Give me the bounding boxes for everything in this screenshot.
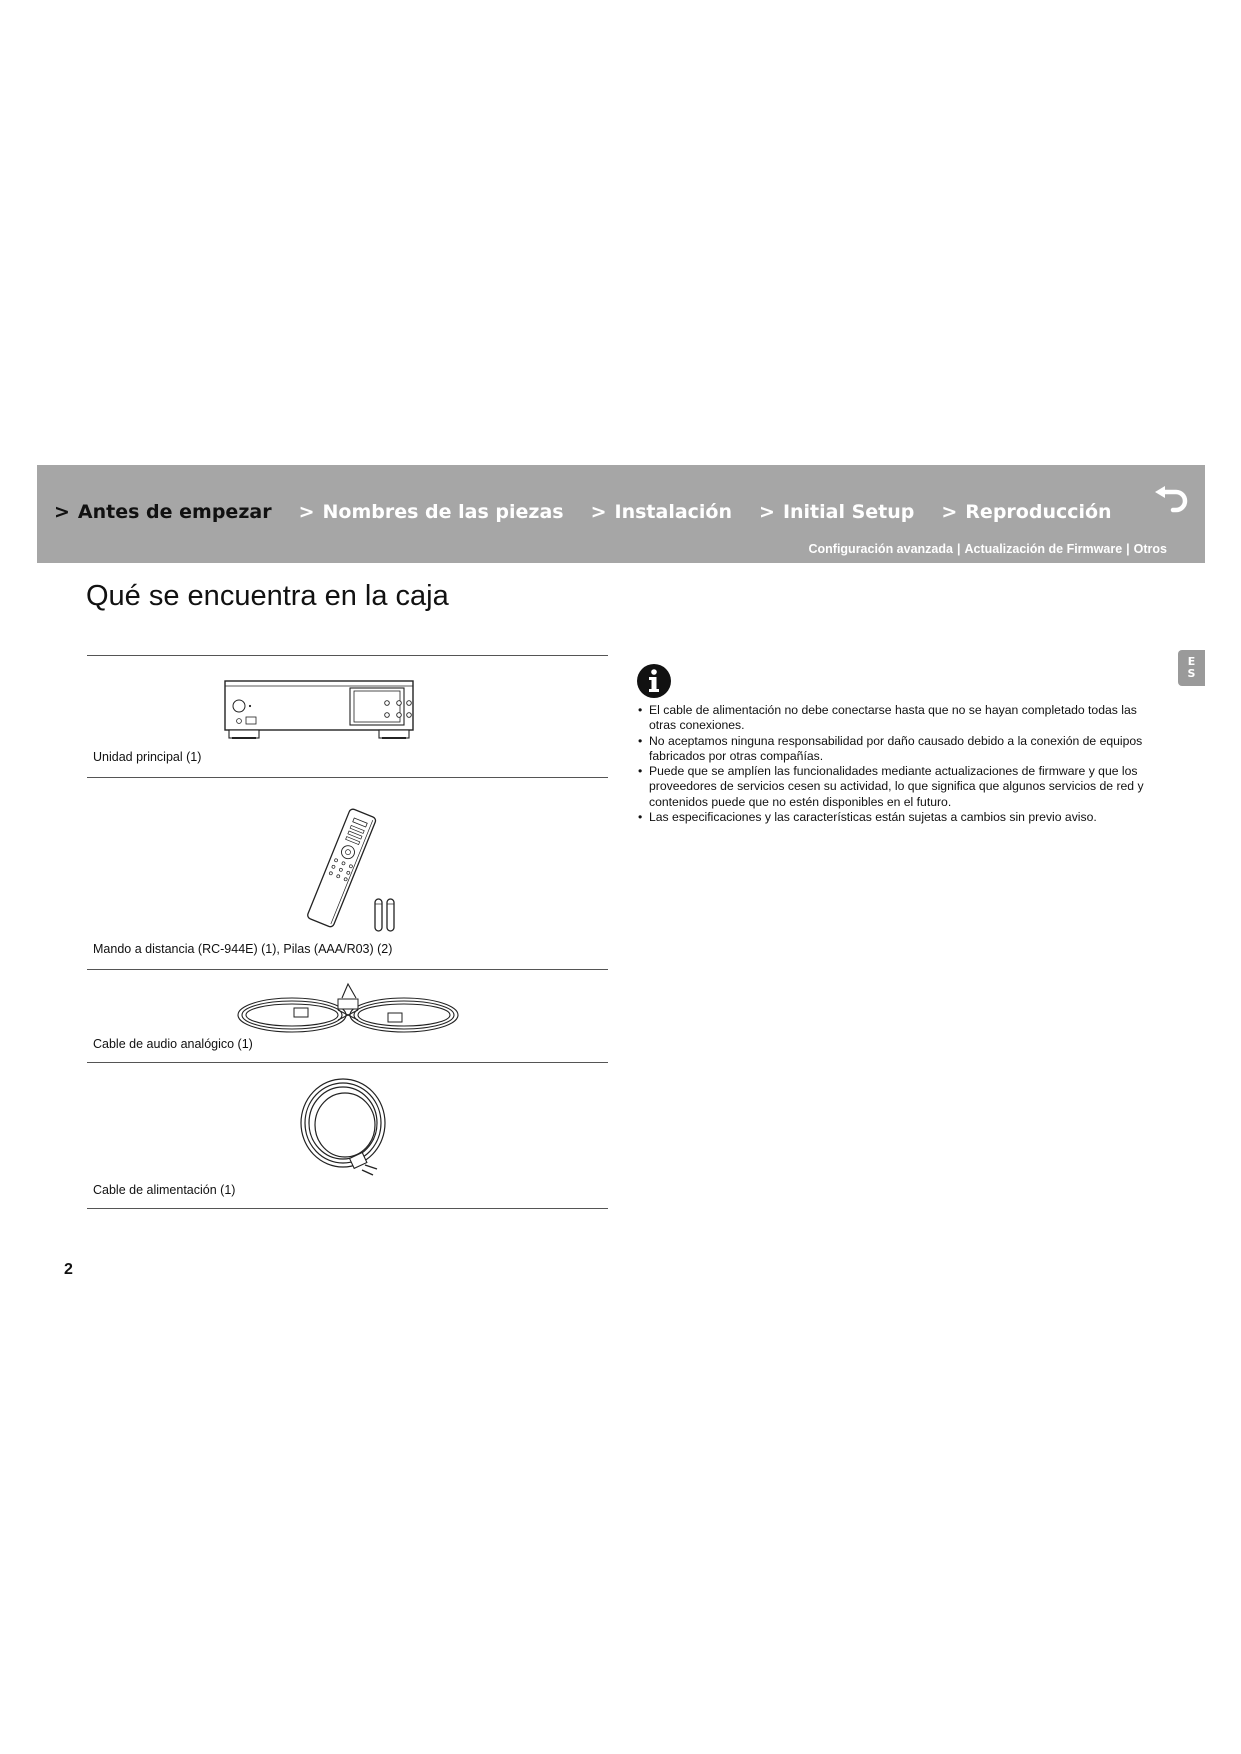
language-letter: E [1187,655,1196,668]
item-label: Cable de alimentación (1) [93,1183,236,1197]
note-item: • El cable de alimentación no debe conectarse hasta que no se hayan completado todas las otras conexiones. [638,703,1158,734]
nav-item-antes-de-empezar[interactable]: > Antes de empezar [54,501,272,523]
item-label: Unidad principal (1) [93,750,202,764]
chevron-right-icon: > [298,501,315,523]
subnav-link-otros[interactable]: Otros [1133,542,1167,556]
list-item [87,655,608,778]
chevron-right-icon: > [54,501,70,523]
sub-nav [808,542,1167,556]
list-item [87,777,608,970]
chevron-right-icon: > [759,501,775,523]
nav-item-initial-setup[interactable]: > Initial Setup [759,501,915,523]
language-letter: S [1187,667,1196,680]
main-unit-illustration [223,678,417,744]
page-title: Qué se encuentra en la caja [86,580,449,612]
note-item: • Las especificaciones y las características están sujetas a cambios sin previo aviso. [638,810,1158,825]
header-bar [37,465,1205,563]
audio-cable-illustration [234,980,464,1038]
nav-item-reproduccion[interactable]: > Reproducción [941,501,1112,523]
page-number: 2 [64,1261,73,1278]
info-icon [636,663,672,699]
nav-item-instalacion[interactable]: > Instalación [590,501,733,523]
back-arrow-icon [1151,477,1191,513]
notes-list [638,703,1158,825]
remote-control-illustration [297,803,407,937]
subnav-separator: | [956,542,961,556]
list-divider [87,1208,608,1209]
nav-item-nombres-de-las-piezas[interactable]: > Nombres de las piezas [298,501,564,523]
note-item: • Puede que se amplíen las funcionalidades mediante actualizaciones de firmware y que los proveedores de servicios cesen su actividad, lo que significa que algunos servicios de red y contenidos puede que no estén disponibles en el futuro. [638,764,1158,810]
list-item [87,969,608,1063]
list-item [87,1062,608,1209]
back-button[interactable] [1151,477,1191,513]
subnav-separator: | [1126,542,1130,556]
item-label: Cable de audio analógico (1) [93,1037,253,1051]
note-item: • No aceptamos ninguna responsabilidad por daño causado debido a la conexión de equipos fabricados por otras compañías. [638,734,1158,765]
chevron-right-icon: > [941,501,958,523]
main-nav [54,501,1139,523]
subnav-link-actualizacion-firmware[interactable]: Actualización de Firmware [964,542,1123,556]
chevron-right-icon: > [590,501,607,523]
item-label: Mando a distancia (RC-944E) (1), Pilas (AAA/R03) (2) [93,942,393,956]
language-tab[interactable] [1178,650,1205,686]
power-cable-illustration [299,1077,395,1181]
subnav-link-configuracion-avanzada[interactable]: Configuración avanzada [808,542,953,556]
